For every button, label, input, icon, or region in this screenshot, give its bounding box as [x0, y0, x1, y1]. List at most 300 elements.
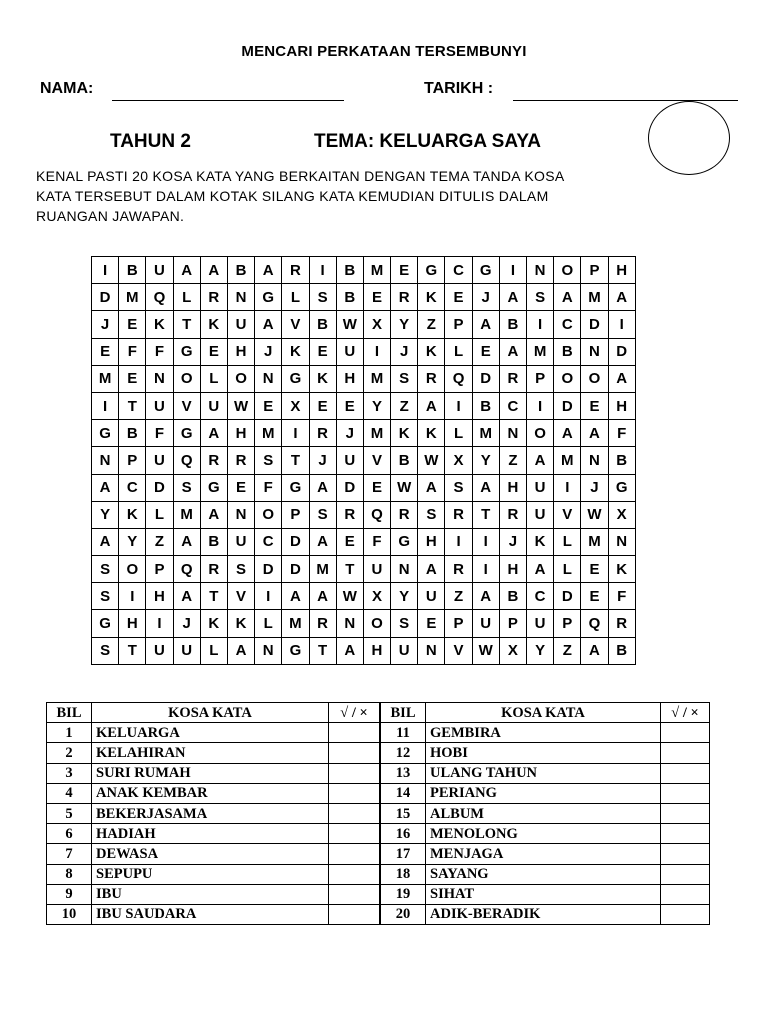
grid-cell[interactable]: E [363, 474, 390, 501]
grid-cell[interactable]: N [255, 365, 282, 392]
grid-cell[interactable]: O [119, 556, 146, 583]
grid-cell[interactable]: O [581, 365, 608, 392]
grid-cell[interactable]: K [282, 338, 309, 365]
grid-cell[interactable]: H [418, 528, 445, 555]
grid-cell[interactable]: S [527, 284, 554, 311]
grid-cell[interactable]: Q [581, 610, 608, 637]
grid-cell[interactable]: N [527, 257, 554, 284]
grid-cell[interactable]: P [554, 610, 581, 637]
tarikh-line[interactable] [513, 100, 738, 101]
grid-cell[interactable]: K [146, 311, 173, 338]
grid-cell[interactable]: A [472, 311, 499, 338]
grid-cell[interactable]: Q [445, 365, 472, 392]
grid-cell[interactable]: V [363, 447, 390, 474]
grid-cell[interactable]: U [527, 610, 554, 637]
tick-box[interactable] [329, 783, 381, 803]
grid-cell[interactable]: I [119, 583, 146, 610]
grid-cell[interactable]: R [200, 284, 227, 311]
grid-cell[interactable]: K [418, 338, 445, 365]
grid-cell[interactable]: Y [472, 447, 499, 474]
grid-cell[interactable]: Z [499, 447, 526, 474]
grid-cell[interactable]: S [92, 556, 119, 583]
grid-cell[interactable]: I [445, 528, 472, 555]
tick-box[interactable] [329, 904, 381, 924]
grid-cell[interactable]: J [499, 528, 526, 555]
grid-cell[interactable]: U [227, 311, 254, 338]
grid-cell[interactable]: D [554, 583, 581, 610]
grid-cell[interactable]: E [472, 338, 499, 365]
grid-cell[interactable]: B [200, 528, 227, 555]
grid-cell[interactable]: U [227, 528, 254, 555]
grid-cell[interactable]: C [554, 311, 581, 338]
grid-cell[interactable]: K [227, 610, 254, 637]
grid-cell[interactable]: N [227, 501, 254, 528]
grid-cell[interactable]: J [309, 447, 336, 474]
grid-cell[interactable]: A [173, 528, 200, 555]
grid-cell[interactable]: W [418, 447, 445, 474]
grid-cell[interactable]: X [608, 501, 635, 528]
grid-cell[interactable]: D [472, 365, 499, 392]
tick-box[interactable] [329, 763, 381, 783]
grid-cell[interactable]: U [336, 338, 363, 365]
grid-cell[interactable]: B [472, 392, 499, 419]
grid-cell[interactable]: R [282, 257, 309, 284]
grid-cell[interactable]: A [472, 474, 499, 501]
grid-cell[interactable]: F [119, 338, 146, 365]
tick-box[interactable] [661, 904, 710, 924]
grid-cell[interactable]: M [173, 501, 200, 528]
grid-cell[interactable]: N [418, 637, 445, 664]
grid-cell[interactable]: T [119, 637, 146, 664]
grid-cell[interactable]: E [391, 257, 418, 284]
grid-cell[interactable]: W [472, 637, 499, 664]
grid-cell[interactable]: R [227, 447, 254, 474]
grid-cell[interactable]: J [255, 338, 282, 365]
nama-line[interactable] [112, 100, 344, 101]
grid-cell[interactable]: I [472, 556, 499, 583]
grid-cell[interactable]: J [581, 474, 608, 501]
grid-cell[interactable]: K [391, 420, 418, 447]
grid-cell[interactable]: R [200, 556, 227, 583]
grid-cell[interactable]: U [472, 610, 499, 637]
grid-cell[interactable]: E [363, 284, 390, 311]
grid-cell[interactable]: A [309, 528, 336, 555]
grid-cell[interactable]: U [146, 637, 173, 664]
grid-cell[interactable]: Q [363, 501, 390, 528]
grid-cell[interactable]: P [282, 501, 309, 528]
grid-cell[interactable]: O [255, 501, 282, 528]
grid-cell[interactable]: A [608, 365, 635, 392]
grid-cell[interactable]: T [309, 637, 336, 664]
grid-cell[interactable]: S [418, 501, 445, 528]
grid-cell[interactable]: K [418, 420, 445, 447]
grid-cell[interactable]: W [227, 392, 254, 419]
grid-cell[interactable]: U [418, 583, 445, 610]
tick-box[interactable] [329, 864, 381, 884]
grid-cell[interactable]: D [92, 284, 119, 311]
tick-box[interactable] [661, 824, 710, 844]
grid-cell[interactable]: S [309, 284, 336, 311]
grid-cell[interactable]: I [363, 338, 390, 365]
tick-box[interactable] [661, 803, 710, 823]
grid-cell[interactable]: M [309, 556, 336, 583]
grid-cell[interactable]: A [418, 392, 445, 419]
grid-cell[interactable]: R [499, 501, 526, 528]
grid-cell[interactable]: B [608, 637, 635, 664]
grid-cell[interactable]: H [363, 637, 390, 664]
grid-cell[interactable]: A [282, 583, 309, 610]
grid-cell[interactable]: R [309, 610, 336, 637]
grid-cell[interactable]: E [581, 556, 608, 583]
grid-cell[interactable]: Y [92, 501, 119, 528]
grid-cell[interactable]: E [227, 474, 254, 501]
grid-cell[interactable]: P [499, 610, 526, 637]
grid-cell[interactable]: R [418, 365, 445, 392]
grid-cell[interactable]: T [173, 311, 200, 338]
grid-cell[interactable]: T [282, 447, 309, 474]
grid-cell[interactable]: H [608, 257, 635, 284]
grid-cell[interactable]: V [554, 501, 581, 528]
grid-cell[interactable]: K [119, 501, 146, 528]
grid-cell[interactable]: I [255, 583, 282, 610]
grid-cell[interactable]: L [200, 637, 227, 664]
grid-cell[interactable]: J [173, 610, 200, 637]
grid-cell[interactable]: E [581, 583, 608, 610]
grid-cell[interactable]: B [309, 311, 336, 338]
grid-cell[interactable]: M [255, 420, 282, 447]
grid-cell[interactable]: O [554, 365, 581, 392]
grid-cell[interactable]: J [92, 311, 119, 338]
grid-cell[interactable]: A [581, 637, 608, 664]
grid-cell[interactable]: J [391, 338, 418, 365]
grid-cell[interactable]: V [173, 392, 200, 419]
grid-cell[interactable]: M [472, 420, 499, 447]
grid-cell[interactable]: G [92, 420, 119, 447]
grid-cell[interactable]: W [391, 474, 418, 501]
grid-cell[interactable]: M [581, 284, 608, 311]
grid-cell[interactable]: X [445, 447, 472, 474]
grid-cell[interactable]: S [309, 501, 336, 528]
tick-box[interactable] [661, 783, 710, 803]
grid-cell[interactable]: A [336, 637, 363, 664]
grid-cell[interactable]: A [255, 257, 282, 284]
grid-cell[interactable]: P [581, 257, 608, 284]
grid-cell[interactable]: A [581, 420, 608, 447]
grid-cell[interactable]: N [255, 637, 282, 664]
grid-cell[interactable]: G [200, 474, 227, 501]
tick-box[interactable] [329, 844, 381, 864]
grid-cell[interactable]: Q [146, 284, 173, 311]
grid-cell[interactable]: G [173, 338, 200, 365]
grid-cell[interactable]: O [227, 365, 254, 392]
grid-cell[interactable]: A [418, 556, 445, 583]
grid-cell[interactable]: N [499, 420, 526, 447]
grid-cell[interactable]: D [581, 311, 608, 338]
grid-cell[interactable]: R [309, 420, 336, 447]
grid-cell[interactable]: G [608, 474, 635, 501]
grid-cell[interactable]: N [581, 447, 608, 474]
tick-box[interactable] [661, 743, 710, 763]
grid-cell[interactable]: L [445, 338, 472, 365]
tick-box[interactable] [329, 723, 381, 743]
tick-box[interactable] [329, 824, 381, 844]
grid-cell[interactable]: A [554, 420, 581, 447]
grid-cell[interactable]: V [445, 637, 472, 664]
grid-cell[interactable]: X [363, 583, 390, 610]
grid-cell[interactable]: G [255, 284, 282, 311]
grid-cell[interactable]: A [92, 474, 119, 501]
grid-cell[interactable]: D [336, 474, 363, 501]
grid-cell[interactable]: H [499, 556, 526, 583]
grid-cell[interactable]: N [336, 610, 363, 637]
grid-cell[interactable]: A [309, 474, 336, 501]
grid-cell[interactable]: E [119, 311, 146, 338]
grid-cell[interactable]: E [336, 528, 363, 555]
grid-cell[interactable]: Y [391, 311, 418, 338]
grid-cell[interactable]: U [391, 637, 418, 664]
grid-cell[interactable]: I [445, 392, 472, 419]
grid-cell[interactable]: X [499, 637, 526, 664]
grid-cell[interactable]: S [391, 610, 418, 637]
grid-cell[interactable]: C [527, 583, 554, 610]
grid-cell[interactable]: B [227, 257, 254, 284]
grid-cell[interactable]: U [363, 556, 390, 583]
grid-cell[interactable]: B [119, 420, 146, 447]
grid-cell[interactable]: Q [173, 556, 200, 583]
grid-cell[interactable]: H [608, 392, 635, 419]
tick-box[interactable] [661, 864, 710, 884]
grid-cell[interactable]: E [92, 338, 119, 365]
grid-cell[interactable]: F [146, 338, 173, 365]
grid-cell[interactable]: N [146, 365, 173, 392]
grid-cell[interactable]: A [227, 637, 254, 664]
grid-cell[interactable]: G [92, 610, 119, 637]
grid-cell[interactable]: X [282, 392, 309, 419]
grid-cell[interactable]: K [527, 528, 554, 555]
grid-cell[interactable]: X [363, 311, 390, 338]
tick-box[interactable] [661, 723, 710, 743]
grid-cell[interactable]: S [92, 637, 119, 664]
tick-box[interactable] [661, 844, 710, 864]
grid-cell[interactable]: B [391, 447, 418, 474]
grid-cell[interactable]: M [581, 528, 608, 555]
grid-cell[interactable]: A [608, 284, 635, 311]
grid-cell[interactable]: G [282, 365, 309, 392]
grid-cell[interactable]: L [200, 365, 227, 392]
tick-box[interactable] [329, 803, 381, 823]
grid-cell[interactable]: C [445, 257, 472, 284]
grid-cell[interactable]: S [173, 474, 200, 501]
grid-cell[interactable]: L [282, 284, 309, 311]
grid-cell[interactable]: D [608, 338, 635, 365]
grid-cell[interactable]: A [499, 284, 526, 311]
grid-cell[interactable]: K [200, 610, 227, 637]
tick-box[interactable] [329, 884, 381, 904]
grid-cell[interactable]: N [581, 338, 608, 365]
grid-cell[interactable]: N [227, 284, 254, 311]
grid-cell[interactable]: R [499, 365, 526, 392]
grid-cell[interactable]: I [282, 420, 309, 447]
grid-cell[interactable]: F [363, 528, 390, 555]
grid-cell[interactable]: H [499, 474, 526, 501]
grid-cell[interactable]: V [227, 583, 254, 610]
grid-cell[interactable]: B [608, 447, 635, 474]
grid-cell[interactable]: Y [119, 528, 146, 555]
grid-cell[interactable]: A [255, 311, 282, 338]
grid-cell[interactable]: B [554, 338, 581, 365]
tick-box[interactable] [661, 884, 710, 904]
grid-cell[interactable]: F [146, 420, 173, 447]
grid-cell[interactable]: E [255, 392, 282, 419]
grid-cell[interactable]: E [200, 338, 227, 365]
grid-cell[interactable]: G [472, 257, 499, 284]
grid-cell[interactable]: L [554, 556, 581, 583]
grid-cell[interactable]: E [581, 392, 608, 419]
grid-cell[interactable]: R [336, 501, 363, 528]
grid-cell[interactable]: I [499, 257, 526, 284]
grid-cell[interactable]: U [146, 257, 173, 284]
grid-cell[interactable]: E [119, 365, 146, 392]
grid-cell[interactable]: D [282, 556, 309, 583]
grid-cell[interactable]: K [309, 365, 336, 392]
grid-cell[interactable]: A [173, 583, 200, 610]
grid-cell[interactable]: Y [527, 637, 554, 664]
grid-cell[interactable]: P [119, 447, 146, 474]
grid-cell[interactable]: L [445, 420, 472, 447]
grid-cell[interactable]: P [146, 556, 173, 583]
grid-cell[interactable]: E [418, 610, 445, 637]
grid-cell[interactable]: A [173, 257, 200, 284]
grid-cell[interactable]: F [255, 474, 282, 501]
grid-cell[interactable]: A [92, 528, 119, 555]
grid-cell[interactable]: G [391, 528, 418, 555]
grid-cell[interactable]: R [445, 501, 472, 528]
grid-cell[interactable]: C [119, 474, 146, 501]
grid-cell[interactable]: F [608, 583, 635, 610]
grid-cell[interactable]: A [554, 284, 581, 311]
grid-cell[interactable]: Z [391, 392, 418, 419]
grid-cell[interactable]: Q [173, 447, 200, 474]
grid-cell[interactable]: F [608, 420, 635, 447]
grid-cell[interactable]: W [336, 311, 363, 338]
grid-cell[interactable]: U [200, 392, 227, 419]
grid-cell[interactable]: I [527, 392, 554, 419]
grid-cell[interactable]: V [282, 311, 309, 338]
grid-cell[interactable]: J [336, 420, 363, 447]
grid-cell[interactable]: N [391, 556, 418, 583]
grid-cell[interactable]: P [445, 610, 472, 637]
grid-cell[interactable]: G [282, 474, 309, 501]
grid-cell[interactable]: K [418, 284, 445, 311]
grid-cell[interactable]: K [608, 556, 635, 583]
grid-cell[interactable]: T [472, 501, 499, 528]
grid-cell[interactable]: K [200, 311, 227, 338]
grid-cell[interactable]: T [200, 583, 227, 610]
grid-cell[interactable]: H [146, 583, 173, 610]
grid-cell[interactable]: U [146, 447, 173, 474]
grid-cell[interactable]: Z [418, 311, 445, 338]
grid-cell[interactable]: N [608, 528, 635, 555]
grid-cell[interactable]: M [554, 447, 581, 474]
grid-cell[interactable]: A [200, 420, 227, 447]
grid-cell[interactable]: E [336, 392, 363, 419]
tick-box[interactable] [329, 743, 381, 763]
grid-cell[interactable]: B [499, 583, 526, 610]
grid-cell[interactable]: M [282, 610, 309, 637]
grid-cell[interactable]: H [227, 338, 254, 365]
grid-cell[interactable]: G [173, 420, 200, 447]
grid-cell[interactable]: B [119, 257, 146, 284]
grid-cell[interactable]: U [173, 637, 200, 664]
grid-cell[interactable]: M [363, 420, 390, 447]
grid-cell[interactable]: O [527, 420, 554, 447]
grid-cell[interactable]: W [581, 501, 608, 528]
grid-cell[interactable]: U [527, 474, 554, 501]
grid-cell[interactable]: A [309, 583, 336, 610]
grid-cell[interactable]: A [527, 447, 554, 474]
grid-cell[interactable]: H [119, 610, 146, 637]
grid-cell[interactable]: R [391, 501, 418, 528]
grid-cell[interactable]: M [92, 365, 119, 392]
grid-cell[interactable]: A [200, 501, 227, 528]
grid-cell[interactable]: A [418, 474, 445, 501]
grid-cell[interactable]: H [227, 420, 254, 447]
grid-cell[interactable]: U [146, 392, 173, 419]
grid-cell[interactable]: I [554, 474, 581, 501]
grid-cell[interactable]: Y [391, 583, 418, 610]
grid-cell[interactable]: R [608, 610, 635, 637]
grid-cell[interactable]: A [472, 583, 499, 610]
grid-cell[interactable]: T [119, 392, 146, 419]
grid-cell[interactable]: R [391, 284, 418, 311]
grid-cell[interactable]: S [227, 556, 254, 583]
grid-cell[interactable]: D [146, 474, 173, 501]
grid-cell[interactable]: L [146, 501, 173, 528]
grid-cell[interactable]: M [119, 284, 146, 311]
grid-cell[interactable]: G [418, 257, 445, 284]
grid-cell[interactable]: M [527, 338, 554, 365]
grid-cell[interactable]: B [336, 284, 363, 311]
grid-cell[interactable]: R [445, 556, 472, 583]
grid-cell[interactable]: I [146, 610, 173, 637]
grid-cell[interactable]: R [200, 447, 227, 474]
grid-cell[interactable]: M [363, 365, 390, 392]
grid-cell[interactable]: M [363, 257, 390, 284]
grid-cell[interactable]: Z [146, 528, 173, 555]
grid-cell[interactable]: E [309, 392, 336, 419]
grid-cell[interactable]: I [527, 311, 554, 338]
grid-cell[interactable]: G [282, 637, 309, 664]
grid-cell[interactable]: T [336, 556, 363, 583]
grid-cell[interactable]: I [92, 257, 119, 284]
grid-cell[interactable]: S [445, 474, 472, 501]
grid-cell[interactable]: I [608, 311, 635, 338]
grid-cell[interactable]: D [282, 528, 309, 555]
grid-cell[interactable]: L [255, 610, 282, 637]
grid-cell[interactable]: H [336, 365, 363, 392]
grid-cell[interactable]: Z [554, 637, 581, 664]
grid-cell[interactable]: D [554, 392, 581, 419]
grid-cell[interactable]: D [255, 556, 282, 583]
grid-cell[interactable]: L [554, 528, 581, 555]
grid-cell[interactable]: Z [445, 583, 472, 610]
grid-cell[interactable]: E [309, 338, 336, 365]
grid-cell[interactable]: A [527, 556, 554, 583]
grid-cell[interactable]: I [92, 392, 119, 419]
grid-cell[interactable]: P [445, 311, 472, 338]
grid-cell[interactable]: S [255, 447, 282, 474]
grid-cell[interactable]: U [527, 501, 554, 528]
